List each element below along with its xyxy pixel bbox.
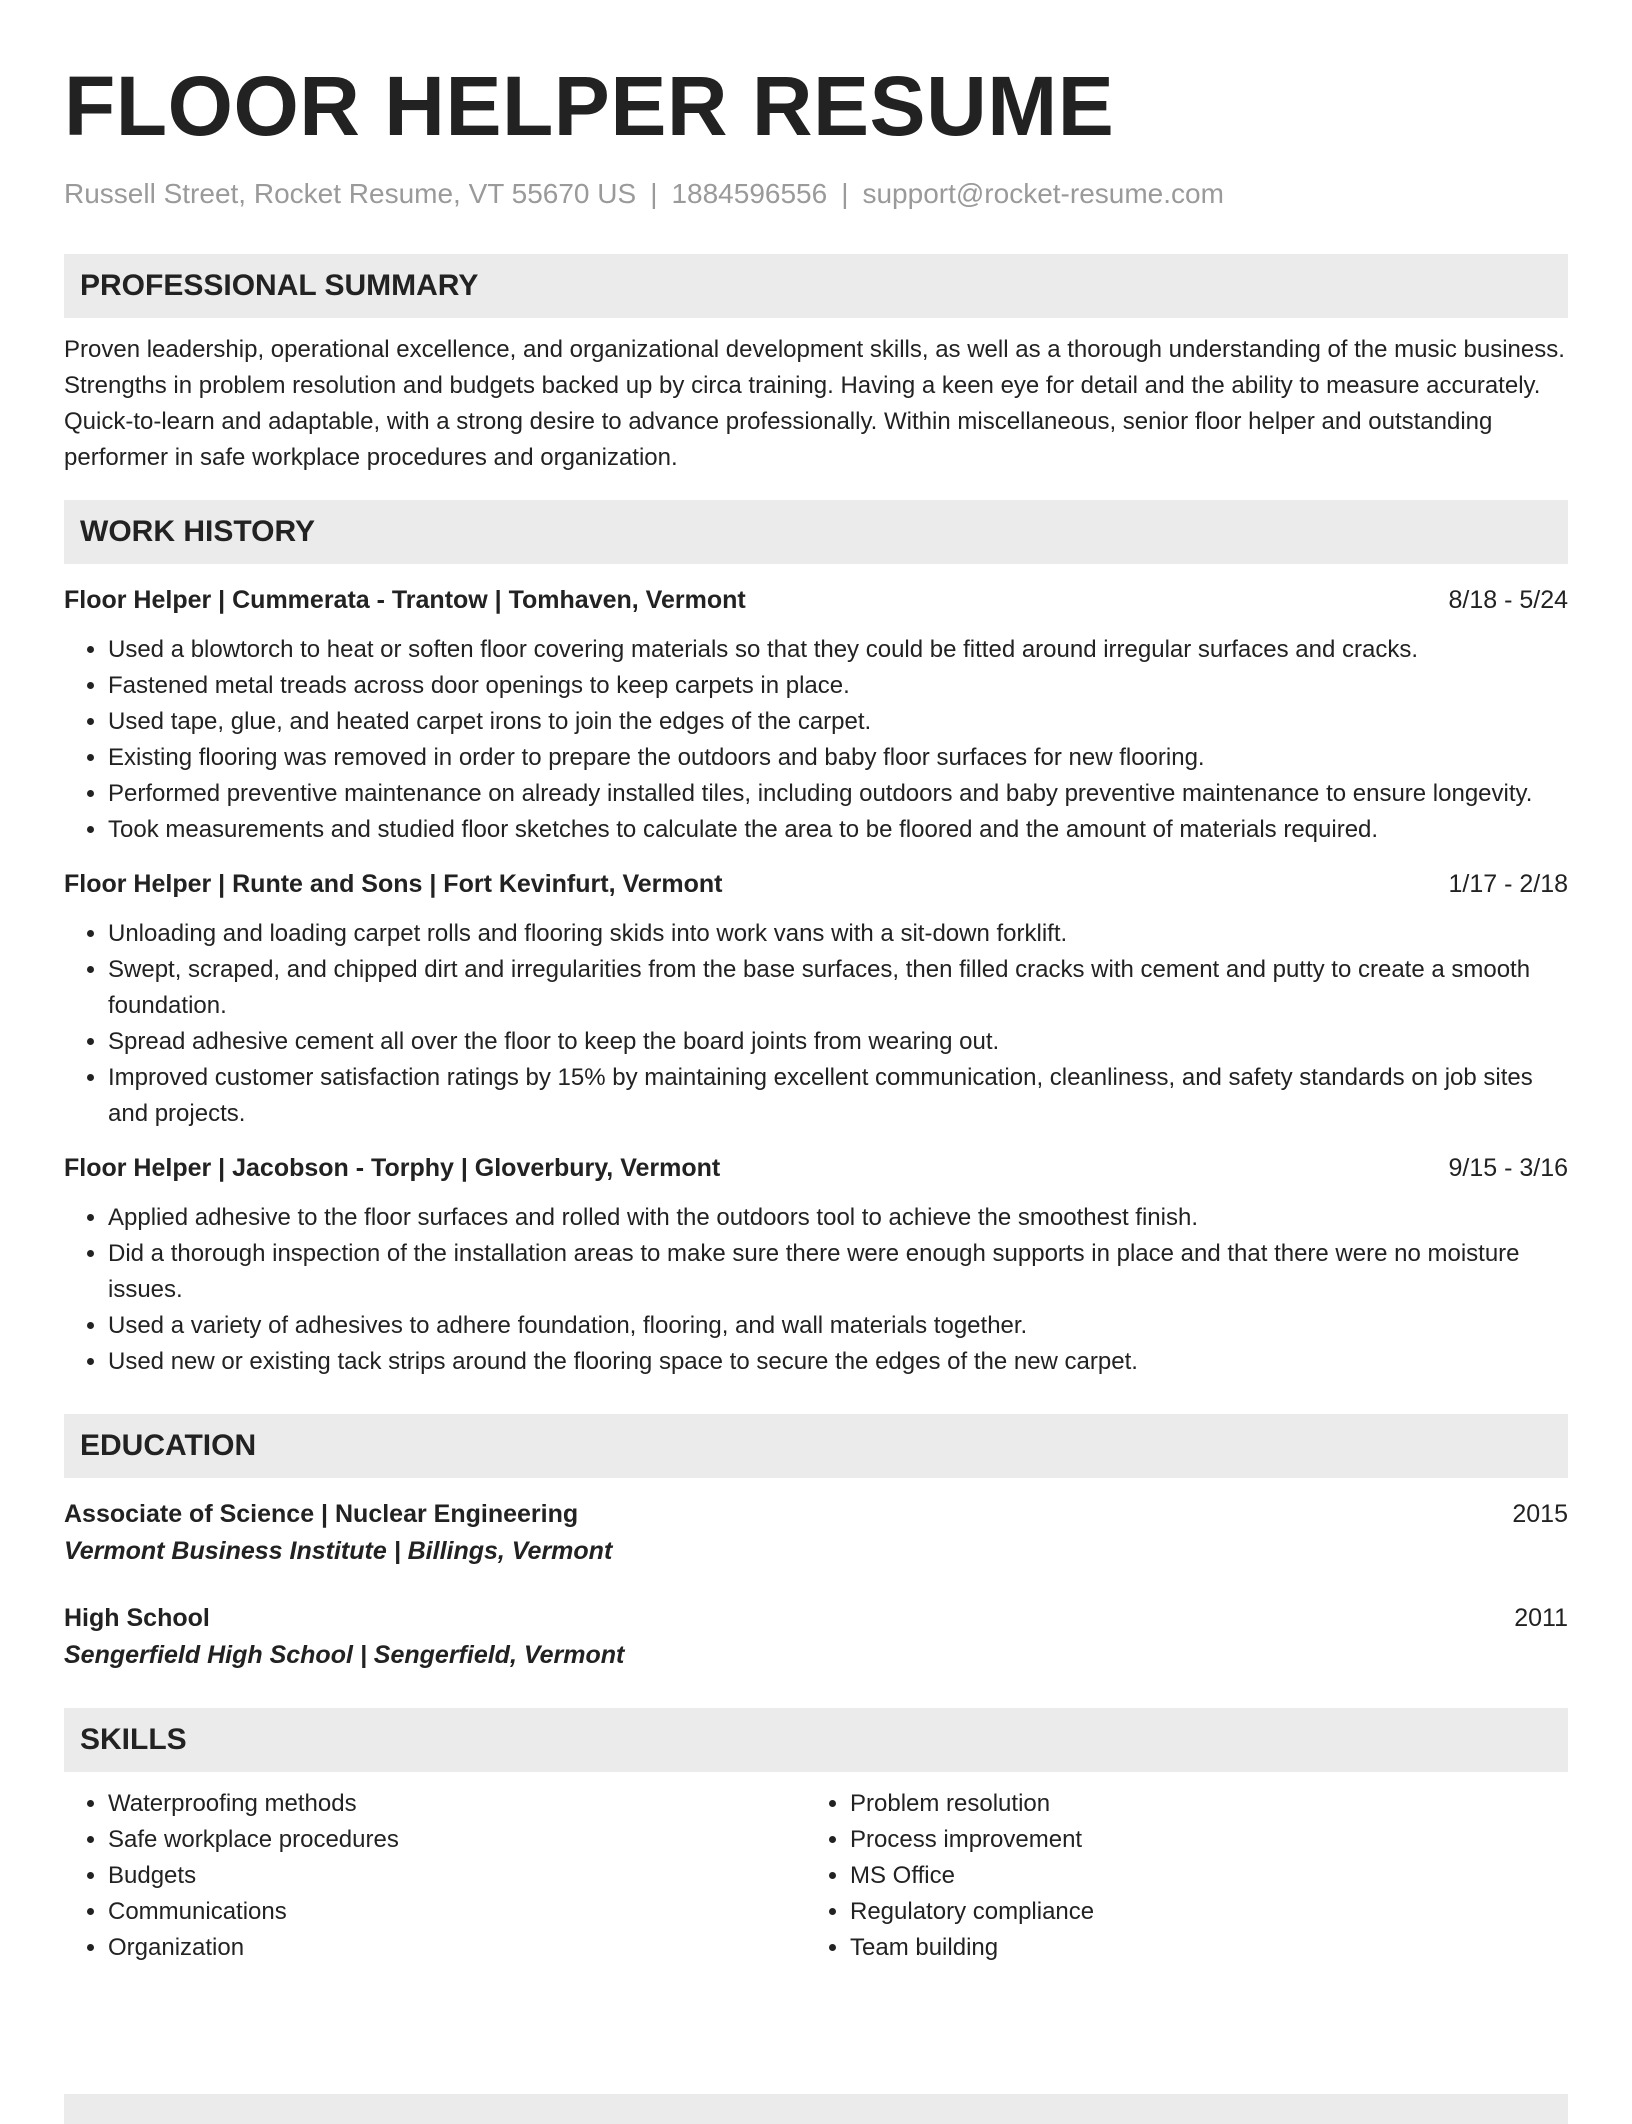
- education-entry: [64, 1600, 1568, 1674]
- list-item: • MS Office: [850, 1858, 1548, 1894]
- contact-email: support@rocket-resume.com: [862, 178, 1224, 209]
- job-bullets: [64, 1200, 1568, 1380]
- education-year: 2015: [1512, 1500, 1568, 1528]
- job-title: Floor Helper | Cummerata - Trantow | Tomhaven, Vermont: [64, 586, 746, 614]
- skills-columns: [64, 1786, 1568, 1966]
- contact-line: [64, 176, 1568, 212]
- contact-address: Russell Street, Rocket Resume, VT 55670 US: [64, 178, 637, 209]
- list-item: • Problem resolution: [850, 1786, 1548, 1822]
- list-item: • Used new or existing tack strips around the flooring space to secure the edges of the new carpet.: [108, 1344, 1568, 1380]
- list-item: • Applied adhesive to the floor surfaces and rolled with the outdoors tool to achieve the smoothest finish.: [108, 1200, 1568, 1236]
- job-entry: [64, 582, 1568, 848]
- list-item: • Process improvement: [850, 1822, 1548, 1858]
- list-item: • Fastened metal treads across door openings to keep carpets in place.: [108, 668, 1568, 704]
- list-item: • Regulatory compliance: [850, 1894, 1548, 1930]
- education-header: [64, 1600, 1568, 1636]
- list-item: • Spread adhesive cement all over the floor to keep the board joints from wearing out.: [108, 1024, 1568, 1060]
- education-section: [64, 1414, 1568, 1674]
- list-item: • Budgets: [108, 1858, 806, 1894]
- education-header: [64, 1496, 1568, 1532]
- work-section: [64, 500, 1568, 1380]
- resume-title: FLOOR HELPER RESUME: [64, 59, 1115, 153]
- list-item: • Unloading and loading carpet rolls and flooring skids into work vans with a sit-down forklift.: [108, 916, 1568, 952]
- list-item: • Swept, scraped, and chipped dirt and irregularities from the base surfaces, then filled cracks with cement and putty to create a smooth foundation.: [108, 952, 1568, 1024]
- job-entry: [64, 866, 1568, 1132]
- list-item: • Team building: [850, 1930, 1548, 1966]
- list-item: • Waterproofing methods: [108, 1786, 806, 1822]
- job-bullets: [64, 632, 1568, 848]
- education-school: Vermont Business Institute | Billings, Vermont: [64, 1537, 613, 1565]
- job-bullets: [64, 916, 1568, 1132]
- section-heading-work: WORK HISTORY: [64, 500, 1568, 564]
- education-school: Sengerfield High School | Sengerfield, Vermont: [64, 1641, 625, 1669]
- skills-section: [64, 1708, 1568, 1966]
- contact-separator: |: [841, 178, 849, 209]
- section-heading-summary: PROFESSIONAL SUMMARY: [64, 254, 1568, 318]
- list-item: • Used tape, glue, and heated carpet irons to join the edges of the carpet.: [108, 704, 1568, 740]
- job-header: [64, 1150, 1568, 1186]
- skills-list-left: [64, 1786, 806, 1966]
- list-item: • Improved customer satisfaction ratings by 15% by maintaining excellent communication, cleanliness, and safety standards on job sites and projects.: [108, 1060, 1568, 1132]
- list-item: • Performed preventive maintenance on already installed tiles, including outdoors and baby preventive maintenance to ensure longevity.: [108, 776, 1568, 812]
- list-item: • Did a thorough inspection of the installation areas to make sure there were enough supports in place and that there were no moisture issues.: [108, 1236, 1568, 1308]
- job-title: Floor Helper | Jacobson - Torphy | Gloverbury, Vermont: [64, 1154, 721, 1182]
- job-dates: 9/15 - 3/16: [1448, 1154, 1568, 1182]
- list-item: • Communications: [108, 1894, 806, 1930]
- list-item: • Organization: [108, 1930, 806, 1966]
- job-dates: 8/18 - 5/24: [1448, 586, 1568, 614]
- section-heading-education: EDUCATION: [64, 1414, 1568, 1478]
- education-year: 2011: [1514, 1604, 1568, 1632]
- summary-section: [64, 254, 1568, 476]
- next-section-heading-bar: [64, 2094, 1568, 2124]
- list-item: • Used a blowtorch to heat or soften floor covering materials so that they could be fitted around irregular surfaces and cracks.: [108, 632, 1568, 668]
- skills-list-right: [806, 1786, 1548, 1966]
- job-title: Floor Helper | Runte and Sons | Fort Kevinfurt, Vermont: [64, 870, 723, 898]
- section-heading-skills: SKILLS: [64, 1708, 1568, 1772]
- education-degree: High School: [64, 1604, 210, 1632]
- list-item: • Used a variety of adhesives to adhere foundation, flooring, and wall materials together.: [108, 1308, 1568, 1344]
- job-entry: [64, 1150, 1568, 1380]
- summary-text: Proven leadership, operational excellence, and organizational development skills, as well as a thorough understanding of the music business. Strengths in problem resolution and budgets backed up by circa training. Having a keen eye for detail and the ability to measure accurately. Quick-to-learn and adaptable, with a strong desire to advance professionally. Within miscellaneous, senior floor helper and outstanding performer in safe workplace procedures and organization.: [64, 336, 1565, 471]
- job-dates: 1/17 - 2/18: [1448, 870, 1568, 898]
- resume-page: [64, 0, 1568, 1966]
- education-entry: [64, 1496, 1568, 1570]
- contact-separator: |: [650, 178, 658, 209]
- list-item: • Safe workplace procedures: [108, 1822, 806, 1858]
- education-degree: Associate of Science | Nuclear Engineering: [64, 1500, 579, 1528]
- job-header: [64, 866, 1568, 902]
- list-item: • Existing flooring was removed in order to prepare the outdoors and baby floor surfaces for new flooring.: [108, 740, 1568, 776]
- list-item: • Took measurements and studied floor sketches to calculate the area to be floored and the amount of materials required.: [108, 812, 1568, 848]
- contact-phone: 1884596556: [671, 178, 828, 209]
- job-header: [64, 582, 1568, 618]
